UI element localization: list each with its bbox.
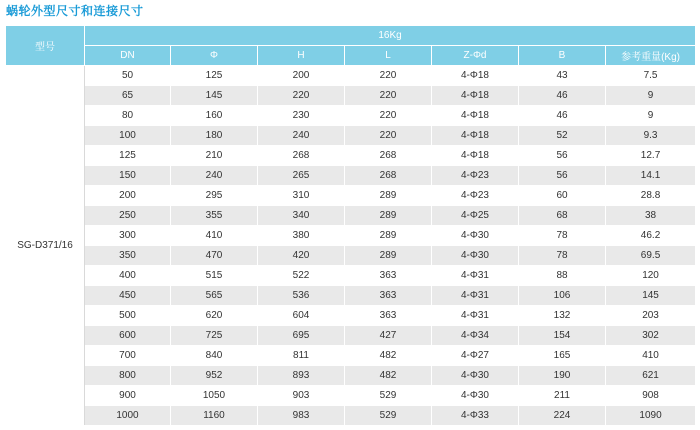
cell-l: 482 <box>345 366 432 386</box>
table-row <box>6 346 696 366</box>
cell-dn: 125 <box>85 146 171 166</box>
table-row <box>6 306 696 326</box>
cell-phi: 160 <box>171 106 258 126</box>
cell-h: 811 <box>258 346 345 366</box>
cell-l: 220 <box>345 106 432 126</box>
cell-phi: 355 <box>171 206 258 226</box>
cell-h: 265 <box>258 166 345 186</box>
cell-z-phid: 4-Φ30 <box>432 366 519 386</box>
cell-h: 380 <box>258 226 345 246</box>
cell-dn: 200 <box>85 186 171 206</box>
cell-z-phid: 4-Φ25 <box>432 206 519 226</box>
cell-b: 190 <box>519 366 606 386</box>
table-row <box>6 166 696 186</box>
cell-dn: 600 <box>85 326 171 346</box>
cell-z-phid: 4-Φ18 <box>432 106 519 126</box>
cell-dn: 350 <box>85 246 171 266</box>
cell-h: 420 <box>258 246 345 266</box>
table-body <box>6 66 696 426</box>
cell-weight: 9 <box>606 86 696 106</box>
cell-weight: 12.7 <box>606 146 696 166</box>
column-header-l: L <box>345 46 432 66</box>
cell-dn: 450 <box>85 286 171 306</box>
cell-dn: 900 <box>85 386 171 406</box>
cell-b: 132 <box>519 306 606 326</box>
cell-h: 604 <box>258 306 345 326</box>
cell-h: 983 <box>258 406 345 426</box>
cell-b: 88 <box>519 266 606 286</box>
cell-l: 268 <box>345 166 432 186</box>
cell-b: 154 <box>519 326 606 346</box>
cell-phi: 295 <box>171 186 258 206</box>
cell-weight: 1090 <box>606 406 696 426</box>
cell-weight: 9 <box>606 106 696 126</box>
cell-h: 310 <box>258 186 345 206</box>
cell-l: 289 <box>345 186 432 206</box>
cell-phi: 1160 <box>171 406 258 426</box>
cell-z-phid: 4-Φ23 <box>432 186 519 206</box>
cell-weight: 410 <box>606 346 696 366</box>
cell-z-phid: 4-Φ31 <box>432 266 519 286</box>
cell-l: 363 <box>345 266 432 286</box>
cell-phi: 240 <box>171 166 258 186</box>
column-header-dn: DN <box>85 46 171 66</box>
cell-h: 220 <box>258 86 345 106</box>
table-row <box>6 366 696 386</box>
cell-b: 46 <box>519 86 606 106</box>
cell-z-phid: 4-Φ31 <box>432 306 519 326</box>
cell-phi: 620 <box>171 306 258 326</box>
cell-dn: 300 <box>85 226 171 246</box>
cell-b: 106 <box>519 286 606 306</box>
cell-weight: 9.3 <box>606 126 696 146</box>
cell-dn: 150 <box>85 166 171 186</box>
cell-b: 46 <box>519 106 606 126</box>
cell-l: 268 <box>345 146 432 166</box>
cell-z-phid: 4-Φ18 <box>432 126 519 146</box>
cell-weight: 908 <box>606 386 696 406</box>
cell-b: 78 <box>519 246 606 266</box>
table-row <box>6 146 696 166</box>
cell-dn: 500 <box>85 306 171 326</box>
cell-z-phid: 4-Φ18 <box>432 66 519 86</box>
cell-dn: 700 <box>85 346 171 366</box>
column-header-phi: Φ <box>171 46 258 66</box>
cell-z-phid: 4-Φ18 <box>432 146 519 166</box>
column-header-h: H <box>258 46 345 66</box>
cell-h: 340 <box>258 206 345 226</box>
cell-l: 289 <box>345 246 432 266</box>
cell-l: 363 <box>345 306 432 326</box>
cell-phi: 145 <box>171 86 258 106</box>
cell-h: 240 <box>258 126 345 146</box>
table-row <box>6 66 696 86</box>
cell-dn: 1000 <box>85 406 171 426</box>
cell-phi: 180 <box>171 126 258 146</box>
table-row <box>6 406 696 426</box>
cell-l: 427 <box>345 326 432 346</box>
cell-phi: 565 <box>171 286 258 306</box>
cell-h: 695 <box>258 326 345 346</box>
cell-l: 289 <box>345 206 432 226</box>
table-row <box>6 86 696 106</box>
cell-b: 52 <box>519 126 606 146</box>
cell-z-phid: 4-Φ34 <box>432 326 519 346</box>
model-header: 型号 <box>6 26 85 66</box>
cell-phi: 470 <box>171 246 258 266</box>
cell-l: 289 <box>345 226 432 246</box>
cell-b: 56 <box>519 146 606 166</box>
cell-dn: 100 <box>85 126 171 146</box>
cell-b: 68 <box>519 206 606 226</box>
cell-dn: 400 <box>85 266 171 286</box>
table-row <box>6 386 696 406</box>
cell-l: 363 <box>345 286 432 306</box>
cell-h: 200 <box>258 66 345 86</box>
cell-phi: 515 <box>171 266 258 286</box>
cell-phi: 410 <box>171 226 258 246</box>
cell-weight: 203 <box>606 306 696 326</box>
cell-phi: 210 <box>171 146 258 166</box>
pressure-header: 16Kg <box>85 26 696 46</box>
page-title: 蜗轮外型尺寸和连接尺寸 <box>6 4 144 18</box>
table-row <box>6 206 696 226</box>
cell-weight: 46.2 <box>606 226 696 246</box>
cell-b: 211 <box>519 386 606 406</box>
column-header-row <box>6 46 696 66</box>
table-row <box>6 266 696 286</box>
cell-z-phid: 4-Φ27 <box>432 346 519 366</box>
cell-weight: 621 <box>606 366 696 386</box>
table-row <box>6 326 696 346</box>
cell-z-phid: 4-Φ30 <box>432 226 519 246</box>
column-header-b: B <box>519 46 606 66</box>
cell-weight: 120 <box>606 266 696 286</box>
cell-z-phid: 4-Φ23 <box>432 166 519 186</box>
cell-b: 78 <box>519 226 606 246</box>
table-row <box>6 226 696 246</box>
cell-l: 529 <box>345 386 432 406</box>
cell-z-phid: 4-Φ33 <box>432 406 519 426</box>
cell-weight: 145 <box>606 286 696 306</box>
cell-dn: 50 <box>85 66 171 86</box>
cell-l: 482 <box>345 346 432 366</box>
cell-weight: 38 <box>606 206 696 226</box>
cell-weight: 7.5 <box>606 66 696 86</box>
table-row <box>6 246 696 266</box>
cell-z-phid: 4-Φ31 <box>432 286 519 306</box>
cell-l: 220 <box>345 126 432 146</box>
model-cell: SG-D371/16 <box>6 66 85 426</box>
cell-h: 536 <box>258 286 345 306</box>
table-row <box>6 286 696 306</box>
cell-z-phid: 4-Φ30 <box>432 386 519 406</box>
cell-dn: 80 <box>85 106 171 126</box>
cell-weight: 28.8 <box>606 186 696 206</box>
cell-weight: 14.1 <box>606 166 696 186</box>
cell-h: 903 <box>258 386 345 406</box>
cell-phi: 725 <box>171 326 258 346</box>
table-row <box>6 126 696 146</box>
cell-z-phid: 4-Φ30 <box>432 246 519 266</box>
cell-l: 220 <box>345 66 432 86</box>
table-row <box>6 186 696 206</box>
column-header-z-phid: Z-Φd <box>432 46 519 66</box>
cell-phi: 125 <box>171 66 258 86</box>
cell-dn: 250 <box>85 206 171 226</box>
cell-b: 60 <box>519 186 606 206</box>
cell-h: 522 <box>258 266 345 286</box>
cell-h: 230 <box>258 106 345 126</box>
cell-l: 529 <box>345 406 432 426</box>
cell-z-phid: 4-Φ18 <box>432 86 519 106</box>
cell-weight: 69.5 <box>606 246 696 266</box>
cell-dn: 800 <box>85 366 171 386</box>
cell-weight: 302 <box>606 326 696 346</box>
column-header-weight: 参考重量(Kg) <box>606 46 696 66</box>
cell-h: 893 <box>258 366 345 386</box>
table-row <box>6 106 696 126</box>
cell-b: 43 <box>519 66 606 86</box>
cell-dn: 65 <box>85 86 171 106</box>
cell-l: 220 <box>345 86 432 106</box>
cell-b: 56 <box>519 166 606 186</box>
cell-h: 268 <box>258 146 345 166</box>
cell-phi: 952 <box>171 366 258 386</box>
cell-phi: 1050 <box>171 386 258 406</box>
cell-phi: 840 <box>171 346 258 366</box>
cell-b: 224 <box>519 406 606 426</box>
cell-b: 165 <box>519 346 606 366</box>
dimension-table <box>5 25 696 426</box>
